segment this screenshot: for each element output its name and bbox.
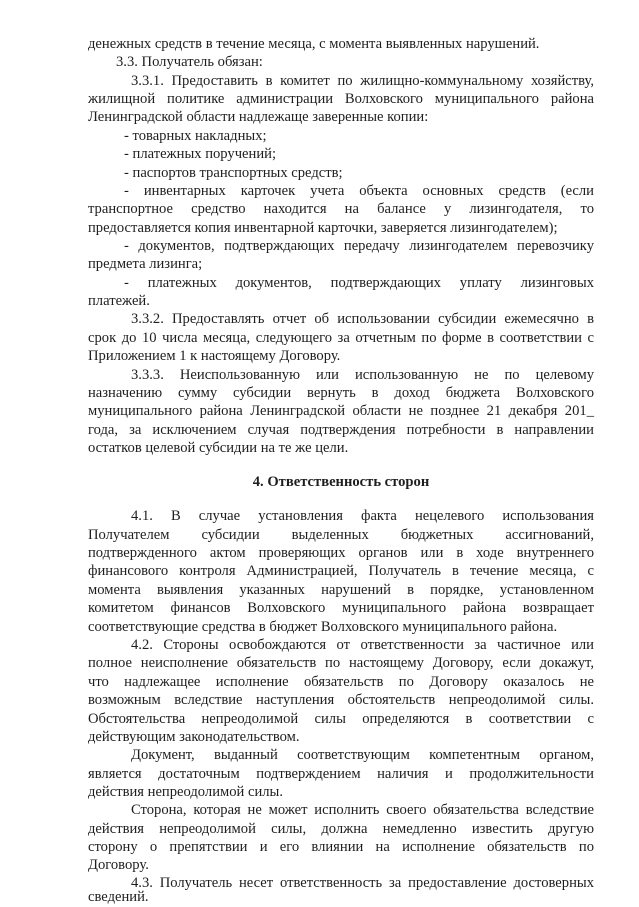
clause-4-2-line: возможным вследствие наступления обстоятельств непреодолимой силы.	[88, 692, 594, 708]
paragraph-line: действия непреодолимой силы.	[88, 784, 284, 800]
paragraph-line: Договору.	[88, 857, 149, 873]
paragraph-line: сторону о препятствии и его влиянии на исполнение обязательств по	[88, 839, 594, 855]
clause-3-3-3-line: года, за исключением случая подтверждения потребности в направлении	[88, 422, 594, 438]
clause-4-1-line: 4.1. В случае установления факта нецелевого использования	[131, 508, 594, 524]
clause-3-3-3-line: назначению сумму субсидии вернуть в доход бюджета Волховского	[88, 385, 594, 401]
list-item: - паспортов транспортных средств;	[124, 165, 343, 181]
clause-4-1-line: подтвержденного актом проверяющих органов или в ходе внутреннего	[88, 545, 594, 561]
clause-3-3-heading: 3.3. Получатель обязан:	[116, 54, 263, 70]
clause-4-3-line: 4.3. Получатель несет ответственность за предоставление достоверных	[131, 875, 594, 891]
list-item-continuation: предоставляется копия инвентарной карточки, заверяется лизингодателем);	[88, 220, 558, 236]
clause-4-2-line: что надлежащее исполнение обязательств по Договору оказалось не	[88, 674, 594, 690]
list-item: - инвентарных карточек учета объекта основных средств (если	[124, 183, 594, 199]
paragraph-line: является достаточным подтверждением наличия и продолжительности	[88, 766, 594, 782]
list-item: - документов, подтверждающих передачу лизингодателем перевозчику	[124, 238, 594, 254]
paragraph-line: Сторона, которая не может исполнить своего обязательства вследствие	[131, 802, 594, 818]
clause-4-1-line: момента выявления указанных нарушений в порядке, установленном	[88, 582, 594, 598]
text-line-continuation: денежных средств в течение месяца, с момента выявленных нарушений.	[88, 36, 540, 52]
clause-4-1-line: Получателем субсидии выделенных бюджетных ассигнований,	[88, 527, 594, 543]
list-item-continuation: предмета лизинга;	[88, 256, 203, 272]
list-item: - платежных документов, подтверждающих уплату лизинговых	[124, 275, 594, 291]
clause-3-3-1-line: 3.3.1. Предоставить в комитет по жилищно-коммунальному хозяйству,	[131, 73, 594, 89]
clause-3-3-2-line: Приложением 1 к настоящему Договору.	[88, 348, 341, 364]
paragraph-line: действия непреодолимой силы, должна немедленно известить другую	[88, 821, 594, 837]
clause-3-3-1-line: жилищной политике администрации Волховского муниципального района	[88, 91, 594, 107]
clause-3-3-2-line: 3.3.2. Предоставлять отчет об использовании субсидии ежемесячно в	[131, 311, 594, 327]
list-item: - товарных накладных;	[124, 128, 267, 144]
list-item: - платежных поручений;	[124, 146, 277, 162]
list-item-continuation: платежей.	[88, 293, 150, 309]
clause-3-3-3-line: 3.3.3. Неиспользованную или использованную не по целевому	[131, 367, 594, 383]
clause-4-1-line: комитетом финансов Волховского муниципального района возвращает	[88, 600, 594, 616]
list-item-continuation: транспортное средство находится на балансе у лизингодателя, то	[88, 201, 594, 217]
section-heading: 4. Ответственность сторон	[252, 474, 430, 490]
clause-3-3-1-line: Ленинградской области надлежаще заверенные копии:	[88, 109, 429, 125]
clause-3-3-2-line: срок до 10 числа месяца, следующего за отчетным по форме в соответствии с	[88, 330, 594, 346]
clause-3-3-3-line: остатков целевой субсидии на те же цели.	[88, 440, 349, 456]
clause-4-2-line: 4.2. Стороны освобождаются от ответственности за частичное или	[131, 637, 594, 653]
clause-4-1-line: финансового контроля Администрацией, Получатель в течение месяца, с	[88, 563, 594, 579]
clause-4-2-line: действующим законодательством.	[88, 729, 300, 745]
clause-4-2-line: полное неисполнение обязательств по настоящему Договору, если докажут,	[88, 655, 594, 671]
clause-4-2-line: Обстоятельства непреодолимой силы определяются в соответствии с	[88, 711, 594, 727]
paragraph-line: Документ, выданный соответствующим компетентным органом,	[131, 747, 594, 763]
clause-4-3-line: сведений.	[88, 889, 149, 905]
clause-3-3-3-line: муниципального района Ленинградской области не позднее 21 декабря 201_	[88, 403, 594, 419]
clause-4-1-line: соответствующие средства в бюджет Волховского муниципального района.	[88, 619, 558, 635]
